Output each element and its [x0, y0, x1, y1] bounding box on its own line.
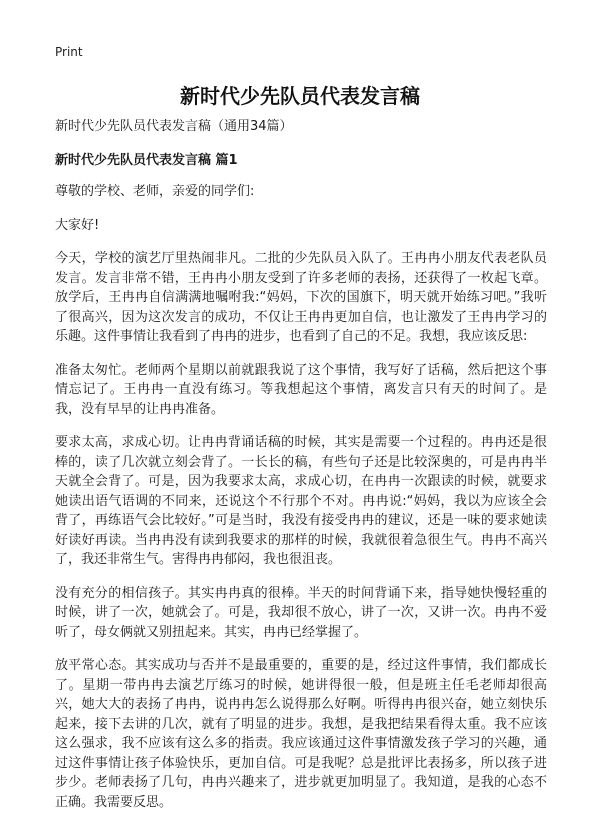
greeting: 大家好!: [55, 217, 100, 233]
print-link[interactable]: Print: [55, 45, 83, 59]
section-heading: 新时代少先队员代表发言稿 篇1: [55, 152, 238, 168]
document-title: 新时代少先队员代表发言稿: [180, 84, 420, 108]
paragraph-expectations: 要求太高，求成心切。让冉冉背诵话稿的时候，其实是需要一个过程的。冉冉还是很棒的，读了几次就立刻会背了。一长长的稿，有些句子还是比较深奥的，可是冉冉半天就全会背了。可是，因为我要求太高，求成心切，在冉冉一次跟读的时候，就要求她读出语气语调的不同来，还说这个不行那个不对。冉冉说:“妈妈，我以为应该全会背了，再练语气会比较好。”可是当时，我没有接受冉冉的建议，还是一味的要求她读好读好再读。当冉冉没有读到我要求的那样的时候，我就很着急很生气。冉冉不高兴了，我还非常生气。害得冉冉郁闷，我也很沮丧。: [55, 435, 547, 567]
paragraph-preparation: 准备太匆忙。老师两个星期以前就跟我说了这个事情，我写好了话稿，然后把这个事情忘记了。王冉冉一直没有练习。等我想起这个事情，离发言只有天的时间了。是我，没有早早的让冉冉准备。: [55, 362, 547, 417]
document-body: [55, 117, 547, 826]
document-subtitle: 新时代少先队员代表发言稿（通用34篇）: [55, 119, 293, 134]
salutation: 尊敬的学校、老师，亲爱的同学们:: [55, 184, 255, 199]
paragraph-intro: 今天，学校的演艺厅里热闹非凡。二批的少先队员入队了。王冉冉小朋友代表老队员发言。发言非常不错，王冉冉小朋友受到了许多老师的表扬，还获得了一枚起飞章。放学后，王冉冉自信满满地嘱咐我:“妈妈，下次的国旗下，明天就开始练习吧。”我听了很高兴，因为这次发言的成功，不仅让王冉冉更加自信，也让激发了王冉冉学习的乐趣。这件事情让我看到了冉冉的进步，也看到了自己的不足。我想，我应该反思:: [55, 251, 547, 344]
paragraph-trust: 没有充分的相信孩子。其实冉冉真的很棒。半天的时间背诵下来，指导她快慢轻重的时候，讲了一次，她就会了。可是，我却很不放心，讲了一次，又讲一次。冉冉不爱听了，母女俩就又别扭起来。其实，冉冉已经掌握了。: [55, 585, 547, 640]
paragraph-mindset: 放平常心态。其实成功与否并不是最重要的，重要的是，经过这件事情，我们都成长了。星期一带冉冉去演艺厅练习的时候，她讲得很一般，但是班主任毛老师却很高兴，她大大的表扬了冉冉，说冉冉怎么说得那么好啊。听得冉冉很兴奋，她立刻快乐起来，接下去讲的几次，就有了明显的进步。我想，是我把结果看得太重。我不应该这么强求，我不应该有这么多的指责。我应该通过这件事情激发孩子学习的兴趣，通过这件事情让孩子体验快乐，更加自信。可是我呢？总是批评比表扬多，所以孩子进步少。老师表扬了几句，冉冉兴趣来了，进步就更加明显了。我知道，是我的心态不正确。我需要反思。: [55, 658, 547, 810]
